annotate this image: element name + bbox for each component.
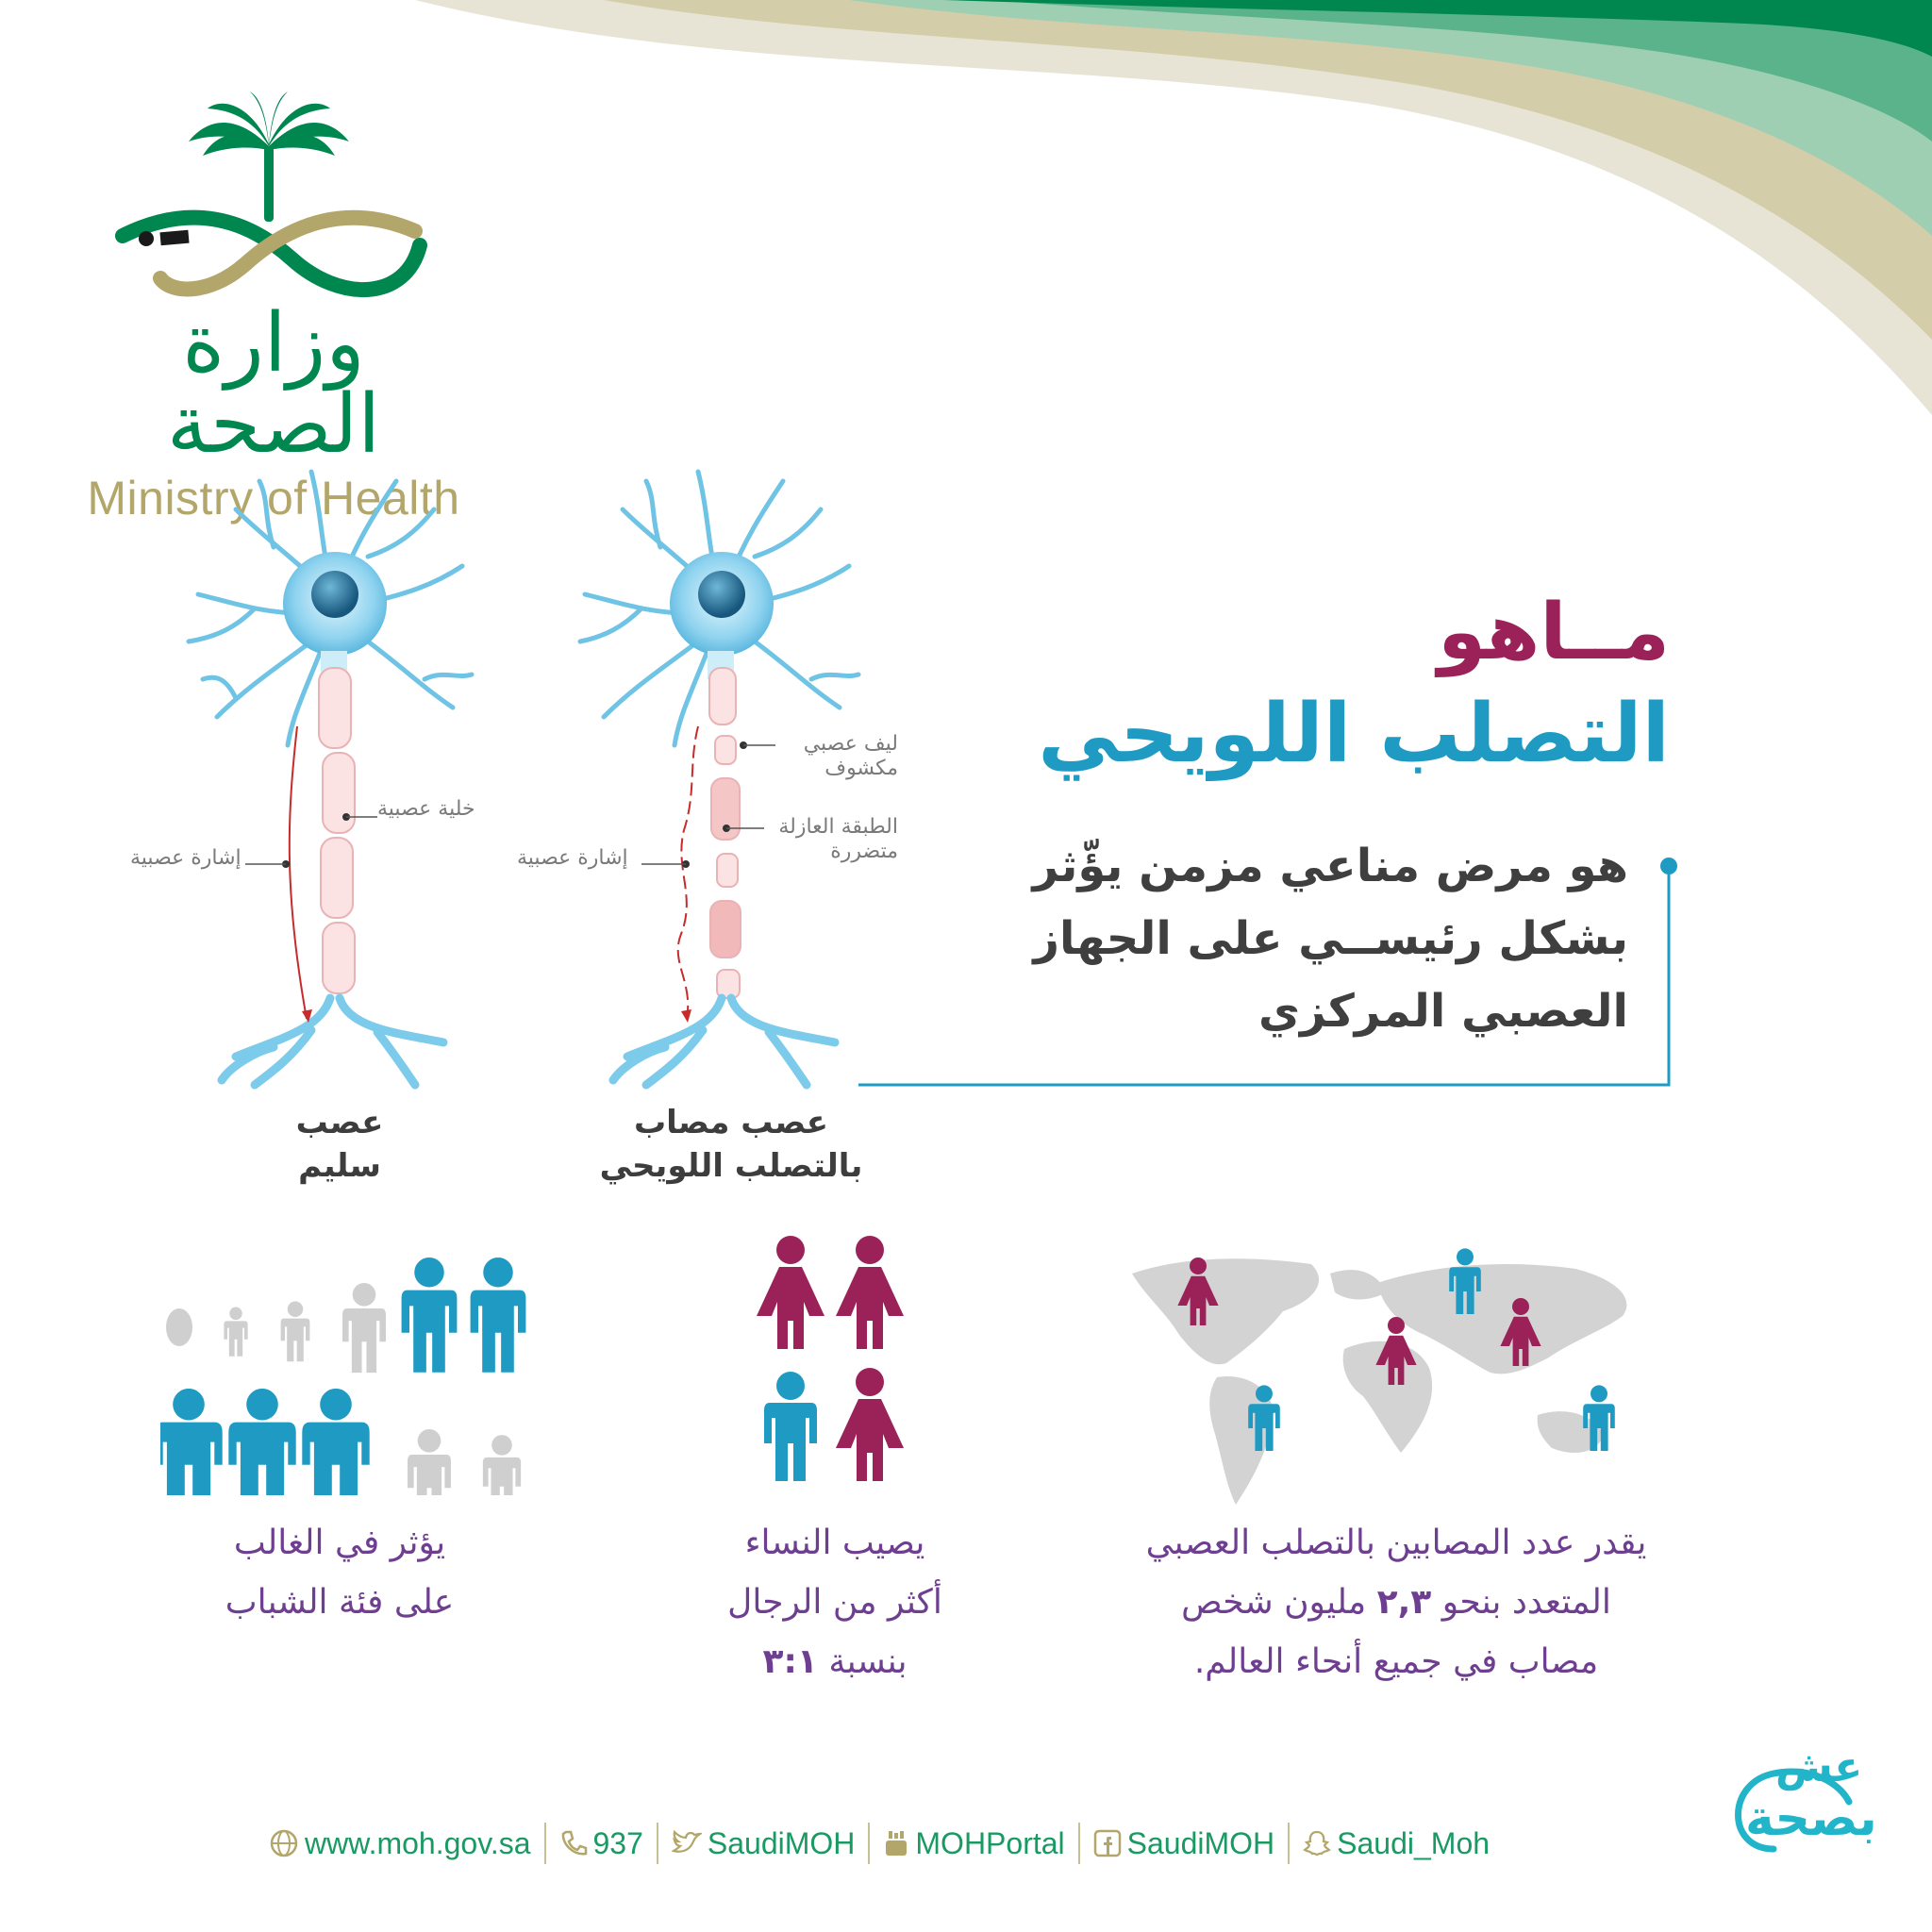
stat-world-prefix: المتعدد بنحو bbox=[1441, 1583, 1611, 1622]
label-nerve-signal-healthy: إشارة عصبية bbox=[130, 846, 242, 870]
youtube-icon bbox=[883, 1829, 909, 1857]
footer-separator bbox=[1288, 1823, 1290, 1864]
footer-separator bbox=[544, 1823, 546, 1864]
footer-youtube-text[interactable]: MOHPortal bbox=[915, 1825, 1065, 1860]
definition-line: هو مرض مناعي مزمن يؤّثر bbox=[1032, 840, 1628, 892]
stat-world-unit: مليون شخص bbox=[1181, 1583, 1367, 1622]
world-map-illustration bbox=[1113, 1245, 1660, 1528]
footer-facebook-text[interactable]: SaudiMOH bbox=[1126, 1825, 1275, 1860]
footer-separator bbox=[657, 1823, 658, 1864]
label-damaged-myelin-line: متضررة bbox=[830, 840, 898, 864]
stat-gender-ratio-line bbox=[660, 1632, 1009, 1691]
stat-world-line bbox=[1066, 1573, 1726, 1632]
stat-world-text bbox=[1066, 1513, 1726, 1691]
label-exposed-fiber-line: مكشوف bbox=[824, 757, 898, 781]
label-nerve-cell: خلية عصبية bbox=[377, 797, 475, 821]
campaign-word-2: بصحة bbox=[1745, 1790, 1877, 1847]
palm-swords-emblem-icon bbox=[66, 90, 481, 307]
healthy-nerve-title-line: سليم bbox=[298, 1146, 381, 1185]
footer-separator bbox=[868, 1823, 870, 1864]
stat-gender-line: أكثر من الرجال bbox=[727, 1583, 942, 1622]
label-nerve-signal-ms: إشارة عصبية bbox=[517, 846, 628, 870]
logo-english-name: Ministry of Health bbox=[87, 472, 460, 525]
stat-gender-ratio-value: ٣:١ bbox=[762, 1642, 818, 1681]
stat-world-line: مصاب في جميع أنحاء العالم. bbox=[1193, 1642, 1599, 1681]
footer-twitter[interactable] bbox=[672, 1826, 856, 1861]
stat-world-number: ٢,٣ bbox=[1376, 1583, 1432, 1622]
healthy-neuron-illustration bbox=[179, 453, 500, 1094]
label-damaged-myelin bbox=[755, 815, 898, 865]
footer-website[interactable] bbox=[269, 1826, 531, 1861]
label-exposed-fiber-line: ليف عصبي bbox=[803, 732, 898, 756]
footer-website-text[interactable]: www.moh.gov.sa bbox=[305, 1825, 531, 1860]
definition-line: العصبي المركزي bbox=[1257, 984, 1628, 1038]
stat-age-line: يؤثر في الغالب bbox=[233, 1524, 446, 1562]
phone-icon bbox=[559, 1829, 588, 1857]
stat-gender-text bbox=[660, 1513, 1009, 1691]
campaign-word-1: عش bbox=[1775, 1743, 1863, 1791]
footer-youtube[interactable] bbox=[883, 1826, 1064, 1861]
label-exposed-fiber bbox=[794, 732, 898, 782]
facebook-icon bbox=[1093, 1829, 1122, 1857]
logo-arabic-name: وزارة الصحة bbox=[166, 296, 381, 472]
footer-facebook[interactable] bbox=[1093, 1826, 1275, 1861]
definition-text bbox=[949, 830, 1628, 1047]
footer-phone-text[interactable]: 937 bbox=[592, 1825, 643, 1860]
headline-what-is: مــاهو bbox=[1438, 588, 1670, 677]
footer-snapchat-text[interactable]: Saudi_Moh bbox=[1337, 1825, 1491, 1860]
footer-phone[interactable] bbox=[559, 1826, 643, 1861]
healthy-nerve-title-line: عصب bbox=[295, 1104, 384, 1141]
definition-line: بشكل رئيســي على الجهاز bbox=[1033, 911, 1628, 965]
stat-age-text bbox=[170, 1513, 509, 1632]
healthy-nerve-title bbox=[226, 1102, 453, 1189]
stat-age-line: على فئة الشباب bbox=[225, 1583, 455, 1622]
campaign-logo bbox=[1717, 1745, 1887, 1868]
stat-gender-line: يصيب النساء bbox=[744, 1524, 925, 1562]
snapchat-ghost-icon bbox=[1303, 1829, 1331, 1857]
footer-snapchat[interactable] bbox=[1303, 1826, 1490, 1861]
globe-icon bbox=[269, 1828, 299, 1858]
ms-nerve-title bbox=[557, 1102, 906, 1189]
headline-ms: التصلب اللويحي bbox=[1038, 687, 1670, 781]
moh-logo bbox=[66, 90, 481, 525]
gender-ratio-people-icons bbox=[745, 1226, 934, 1491]
ms-nerve-title-line: بالتصلب اللويحي bbox=[599, 1146, 863, 1185]
stat-gender-ratio-prefix: بنسبة bbox=[828, 1642, 908, 1681]
ms-nerve-title-line: عصب مصاب bbox=[633, 1104, 829, 1141]
footer-separator bbox=[1078, 1823, 1080, 1864]
twitter-bird-icon bbox=[672, 1830, 702, 1857]
footer-contact-bar bbox=[269, 1823, 1665, 1864]
label-damaged-myelin-line: الطبقة العازلة bbox=[778, 815, 898, 839]
footer-twitter-text[interactable]: SaudiMOH bbox=[707, 1825, 856, 1860]
age-group-people-icons bbox=[160, 1222, 538, 1495]
stat-world-line: يقدر عدد المصابين بالتصلب العصبي bbox=[1145, 1524, 1647, 1562]
